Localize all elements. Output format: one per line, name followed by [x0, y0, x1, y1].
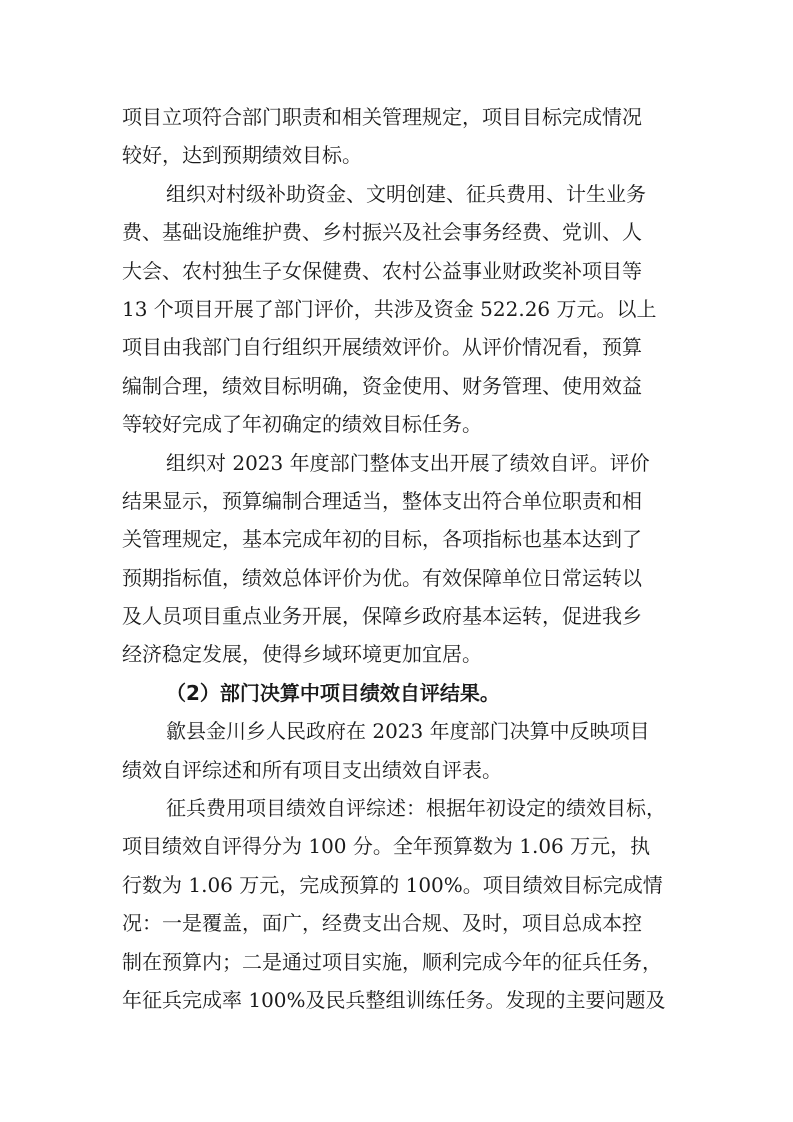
paragraph-line: 编制合理，绩效目标明确，资金使用、财务管理、使用效益 [122, 373, 642, 398]
paragraph-line: 绩效自评综述和所有项目支出绩效自评表。 [122, 757, 502, 782]
paragraph-line: 经济稳定发展，使得乡域环境更加宜居。 [122, 642, 482, 667]
paragraph-line: 组织对村级补助资金、文明创建、征兵费用、计生业务 [166, 181, 646, 206]
paragraph-line: 行数为 1.06 万元，完成预算的 100%。项目绩效目标完成情 [122, 872, 663, 897]
paragraph-line: 较好，达到预期绩效目标。 [122, 143, 362, 168]
paragraph-line: 项目由我部门自行组织开展绩效评价。从评价情况看，预算 [122, 335, 642, 360]
paragraph-line: 况：一是覆盖，面广，经费支出合规、及时，项目总成本控 [122, 911, 642, 936]
paragraph-line: 征兵费用项目绩效自评综述：根据年初设定的绩效目标， [166, 796, 666, 821]
paragraph-line: 关管理规定，基本完成年初的目标，各项指标也基本达到了 [122, 527, 642, 552]
paragraph-line: 等较好完成了年初确定的绩效目标任务。 [122, 412, 482, 437]
paragraph-line: 组织对 2023 年度部门整体支出开展了绩效自评。评价 [166, 450, 650, 475]
paragraph-line: 13 个项目开展了部门评价，共涉及资金 522.26 万元。以上 [122, 296, 657, 321]
paragraph-line: 预期指标值，绩效总体评价为优。有效保障单位日常运转以 [122, 565, 642, 590]
paragraph-line: 及人员项目重点业务开展，保障乡政府基本运转，促进我乡 [122, 604, 642, 629]
paragraph-line: 制在预算内；二是通过项目实施，顺利完成今年的征兵任务， [122, 949, 662, 974]
paragraph-line: 年征兵完成率 100%及民兵整组训练任务。发现的主要问题及 [122, 987, 666, 1012]
paragraph-line: 结果显示，预算编制合理适当，整体支出符合单位职责和相 [122, 488, 642, 513]
document-body [122, 98, 682, 1019]
paragraph-line: 歙县金川乡人民政府在 2023 年度部门决算中反映项目 [166, 719, 650, 744]
paragraph-line: 大会、农村独生子女保健费、农村公益事业财政奖补项目等 [122, 258, 642, 283]
paragraph-line: 项目绩效自评得分为 100 分。全年预算数为 1.06 万元，执 [122, 834, 651, 859]
section-heading: （2）部门决算中项目绩效自评结果。 [166, 680, 500, 705]
paragraph-line: 费、基础设施维护费、乡村振兴及社会事务经费、党训、人 [122, 220, 642, 245]
paragraph-line: 项目立项符合部门职责和相关管理规定，项目目标完成情况 [122, 105, 642, 129]
